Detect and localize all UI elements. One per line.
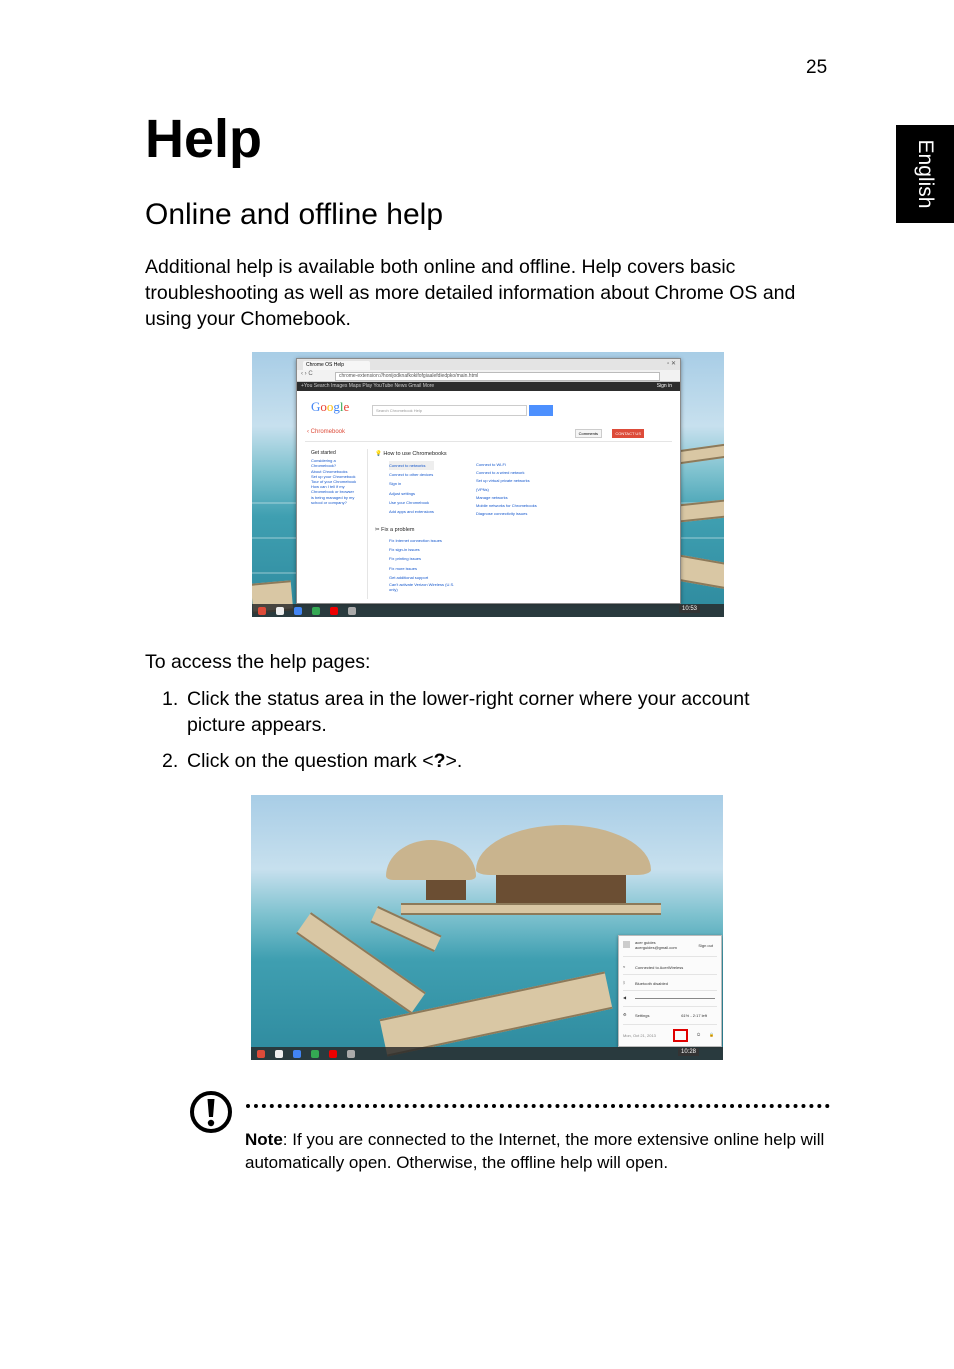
fix-heading xyxy=(375,527,414,533)
volume-slider xyxy=(635,998,715,999)
step-text-part: Click on the question mark < xyxy=(187,750,434,772)
address-bar: chrome-extension://honijodknafkokifofgiaalefdiedpko/main.html xyxy=(335,372,660,381)
step-text xyxy=(162,748,812,774)
step-1 xyxy=(162,686,812,738)
apps-icon xyxy=(347,1050,355,1058)
help-link: Connect to a wired network xyxy=(476,470,525,476)
youtube-icon xyxy=(329,1050,337,1058)
sign-in-link: Sign in xyxy=(656,383,672,389)
sidebar-link: About Chromebooks xyxy=(311,468,348,474)
note-body: : If you are connected to the Internet, the more extensive online help will automatically open. Otherwise, the offline help will open. xyxy=(245,1130,825,1172)
status-tray-screenshot xyxy=(251,795,723,1060)
help-link: Connect to other devices xyxy=(389,472,434,478)
help-link: Connect to Wi-Fi xyxy=(476,462,506,467)
comments-button: Comments xyxy=(575,429,602,438)
settings-icon: ⚙ xyxy=(623,1012,627,1017)
sidebar-link: is being managed by my xyxy=(311,494,355,500)
step-text: Click the status area in the lower-right corner where your account picture appears. xyxy=(187,688,750,736)
power-icon: ⏻ xyxy=(697,1032,701,1037)
shelf-clock: 10:28 xyxy=(678,1048,699,1056)
how-to-heading-text: How to use Chromebooks xyxy=(383,451,447,457)
sidebar-link: Considering a xyxy=(311,458,336,464)
date-label: Mon, Oct 21, 2013 xyxy=(623,1033,656,1038)
help-link: Adjust settings xyxy=(389,490,416,496)
help-link: Connect to networks xyxy=(389,461,434,470)
gmail-icon xyxy=(276,607,284,615)
avatar xyxy=(623,941,630,948)
chrome-icon xyxy=(258,607,266,615)
youtube-icon xyxy=(330,607,338,615)
how-to-links-col2 xyxy=(476,461,537,518)
help-link: (VPNs) xyxy=(476,486,489,492)
volume-icon: ◀ xyxy=(623,995,627,1000)
section-heading: Online and offline help xyxy=(145,198,444,231)
sidebar xyxy=(311,451,367,505)
help-link: Sign in xyxy=(389,481,402,487)
step-2 xyxy=(162,748,812,774)
help-link: Diagnose connectivity issues xyxy=(476,511,528,517)
bluetooth-status: Bluetooth disabled xyxy=(635,981,668,986)
sidebar-link: Chromebook or browser xyxy=(311,489,354,495)
docs-icon xyxy=(311,1050,319,1058)
help-link: Add apps and extensions xyxy=(389,509,434,515)
status-tray-menu xyxy=(618,935,722,1047)
help-link: Fix printing issues xyxy=(389,556,422,562)
breadcrumb: ‹ Chromebook xyxy=(307,429,346,435)
google-bar xyxy=(297,382,680,391)
step-number: 1. xyxy=(162,688,179,710)
help-link: Can't activate Verizon Wireless (U.S. xyxy=(389,582,455,588)
help-link: Mobile networks for Chromebooks xyxy=(476,503,537,509)
shelf xyxy=(251,1047,723,1060)
google-logo: Google xyxy=(311,399,350,414)
page-number: 25 xyxy=(806,57,828,78)
wrench-icon: ✂ xyxy=(375,527,380,533)
sidebar-link: How can I tell if my xyxy=(311,484,345,490)
apps-icon xyxy=(348,607,356,615)
language-tab xyxy=(896,125,954,223)
help-link: Get additional support xyxy=(389,574,429,580)
window-controls: ▫ ✕ xyxy=(667,361,676,367)
help-link: Set up virtual private networks xyxy=(476,478,530,484)
shelf-clock: 10:53 xyxy=(679,605,700,613)
bluetooth-icon: ᛒ xyxy=(623,980,626,985)
sidebar-link: Chromebook? xyxy=(311,463,337,469)
help-link: Use your Chromebook xyxy=(389,499,430,505)
language-tab-label: English xyxy=(914,139,937,209)
step-number: 2. xyxy=(162,750,179,772)
fix-links xyxy=(389,536,454,592)
settings-label: Settings xyxy=(635,1013,650,1018)
sign-out-button: Sign out xyxy=(698,943,713,948)
access-lead: To access the help pages: xyxy=(145,651,371,673)
account-email: acerguides@gmail.com xyxy=(635,945,677,950)
sidebar-link: school or company? xyxy=(311,499,347,505)
browser-tab: Chrome OS Help xyxy=(303,361,370,370)
wifi-icon: ≈ xyxy=(623,964,626,969)
help-question-mark-highlight xyxy=(673,1029,688,1042)
sidebar-link: Set up your Chromebook xyxy=(311,473,356,479)
sidebar-link: Tour of your Chromebook xyxy=(311,479,357,485)
search-icon xyxy=(293,1050,301,1058)
nav-arrows-icon: ‹ › C xyxy=(301,371,313,377)
browser-window xyxy=(296,358,681,604)
chrome-icon xyxy=(257,1050,265,1058)
intro-paragraph: Additional help is available both online and offline. Help covers basic troubleshooting as well as more detailed information about Chrome OS and using your Chomebook. xyxy=(145,256,796,330)
note-label: Note xyxy=(245,1130,283,1149)
page-title: Help xyxy=(145,109,263,169)
network-status: Connected to AcerWireless xyxy=(635,965,684,970)
lock-icon: 🔒 xyxy=(709,1032,714,1037)
help-link: Manage networks xyxy=(476,494,508,500)
bulb-icon: 💡 xyxy=(375,451,382,457)
search-button xyxy=(529,405,553,416)
fix-heading-text: Fix a problem xyxy=(381,527,415,533)
battery-status: 61% - 2:17 left xyxy=(681,1013,707,1018)
help-window-screenshot xyxy=(252,352,724,617)
contact-us-button: CONTACT US xyxy=(612,429,644,438)
exclamation-icon xyxy=(189,1090,233,1134)
google-bar-links: +You Search Images Maps Play YouTube News Gmail More xyxy=(301,383,435,389)
sidebar-heading: Get started xyxy=(311,450,336,456)
account-name: acer guides xyxy=(635,940,656,945)
question-mark: ? xyxy=(433,750,446,772)
docs-icon xyxy=(312,607,320,615)
step-text-part: >. xyxy=(445,750,463,772)
gmail-icon xyxy=(275,1050,283,1058)
how-to-links-col1 xyxy=(389,461,434,516)
shelf xyxy=(252,604,724,617)
help-link: only) xyxy=(389,587,398,593)
help-link: Fix Internet connection issues xyxy=(389,538,442,543)
help-link: Fix sign-in issues xyxy=(389,547,420,553)
search-icon xyxy=(294,607,302,615)
note-text xyxy=(245,1128,830,1174)
help-search-input: Search Chromebook Help xyxy=(372,405,527,416)
how-to-heading xyxy=(375,451,447,457)
help-link: Fix more issues xyxy=(389,565,418,571)
note-divider xyxy=(246,1104,830,1108)
